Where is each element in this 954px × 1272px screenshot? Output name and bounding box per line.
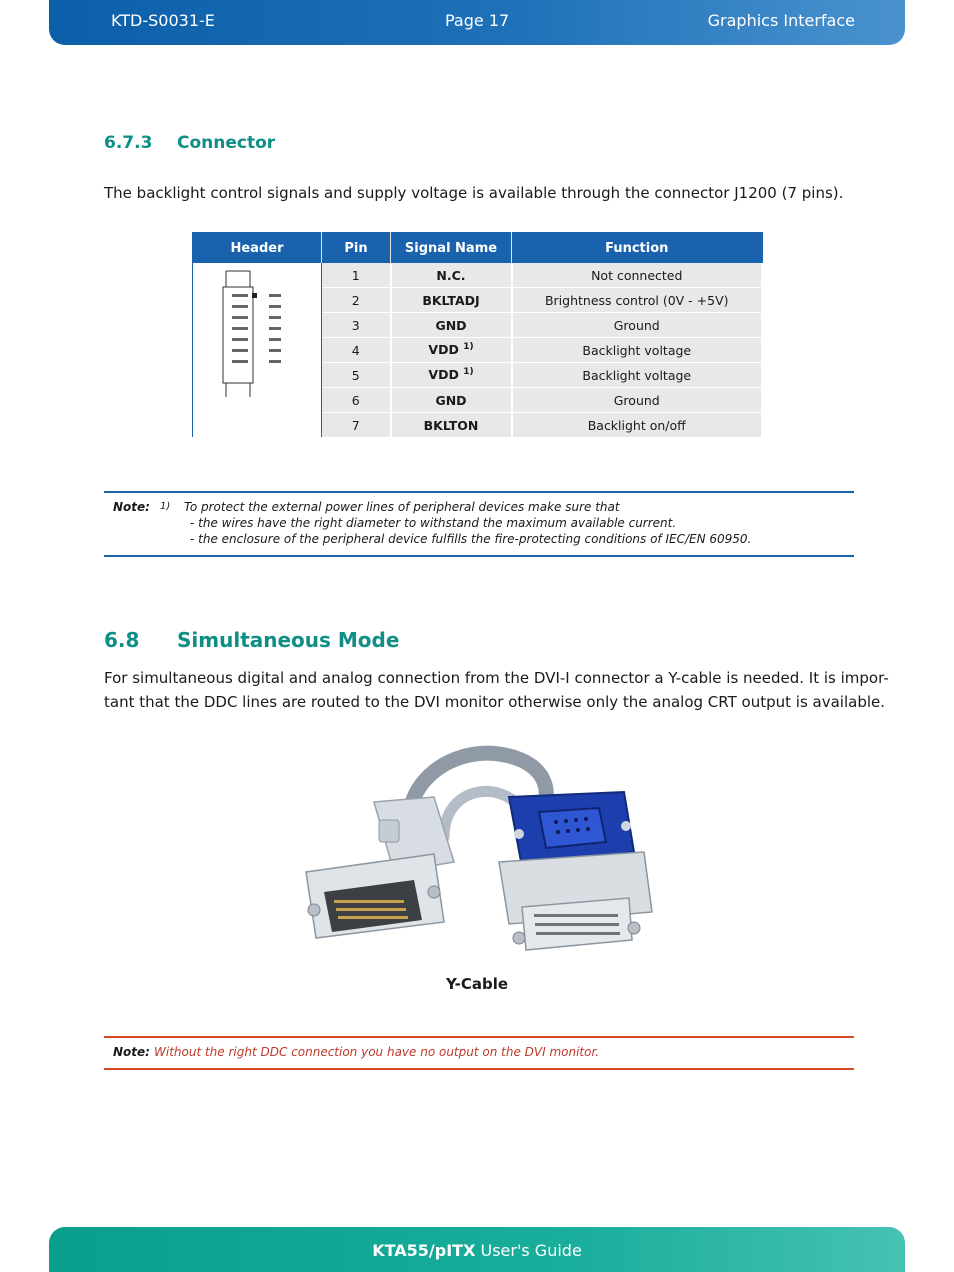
- section-heading-simultaneous-mode: [104, 628, 399, 652]
- dvi-socket-right: [499, 852, 652, 950]
- guide-label: User's Guide: [475, 1241, 582, 1260]
- note-line-3: - the enclosure of the peripheral device fulfills the fire-protecting conditions of IEC/EN 60950.: [190, 532, 752, 546]
- table-row: [193, 263, 763, 288]
- pin-cell: 3: [322, 313, 391, 338]
- column-header-pin: Pin: [322, 233, 391, 264]
- table-header-row: [193, 233, 763, 264]
- footnote-ref: 1): [463, 342, 474, 353]
- signal-cell: VDD $^{1)}$: [391, 338, 512, 363]
- page-header: [49, 0, 905, 45]
- pin-cell: 2: [322, 288, 391, 313]
- signal-cell: BKLTON: [391, 413, 512, 438]
- signal-cell: BKLTADJ: [391, 288, 512, 313]
- section-number: 6.8: [104, 628, 140, 652]
- section-number: 6.7.3: [104, 133, 153, 153]
- paragraph-line: For simultaneous digital and analog connection from the DVI-I connector a Y-cable is needed. It is impor-: [104, 669, 889, 687]
- signal-cell: N.C.: [391, 263, 512, 288]
- signal-cell: GND: [391, 388, 512, 413]
- pin-table: [192, 232, 763, 438]
- note-box-power: [104, 491, 854, 557]
- pin-cell: 6: [322, 388, 391, 413]
- dvi-plug-left: [306, 797, 454, 938]
- figure-caption: Y-Cable: [445, 975, 509, 993]
- document-id: KTD-S0031-E: [111, 11, 215, 30]
- section-heading-connector: [104, 133, 275, 153]
- pin-cell: 5: [322, 363, 391, 388]
- simultaneous-mode-paragraph: [104, 666, 889, 714]
- note-label: Note:: [113, 1045, 150, 1059]
- header-connector-drawing: [193, 263, 322, 438]
- column-header-header: Header: [193, 233, 322, 264]
- note-line-2: - the wires have the right diameter to withstand the maximum available current.: [190, 516, 677, 530]
- signal-cell: GND: [391, 313, 512, 338]
- product-name: KTA55/pITX: [372, 1241, 476, 1260]
- section-name: Graphics Interface: [707, 11, 855, 30]
- footnote-marker: 1): [160, 501, 171, 512]
- pin-cell: 1: [322, 263, 391, 288]
- function-cell: Brightness control (0V - +5V): [512, 288, 763, 313]
- signal-cell: VDD $^{1)}$: [391, 363, 512, 388]
- page-number: Page 17: [445, 11, 510, 30]
- page-footer: [49, 1227, 905, 1272]
- footnote-ref: 1): [463, 367, 474, 378]
- note-box-ddc: [104, 1036, 854, 1070]
- intro-paragraph: The backlight control signals and supply voltage is available through the connector J1200 (7 pins).: [104, 184, 844, 202]
- function-cell: Backlight voltage: [512, 338, 763, 363]
- paragraph-line: tant that the DDC lines are routed to the DVI monitor otherwise only the analog CRT output is available.: [104, 693, 886, 711]
- column-header-signal: Signal Name: [391, 233, 512, 264]
- column-header-function: Function: [512, 233, 763, 264]
- function-cell: Backlight on/off: [512, 413, 763, 438]
- function-cell: Ground: [512, 388, 763, 413]
- note-label: Note:: [113, 500, 150, 514]
- pin-cell: 4: [322, 338, 391, 363]
- note-line-1: To protect the external power lines of peripheral devices make sure that: [184, 500, 620, 514]
- pin-cell: 7: [322, 413, 391, 438]
- function-cell: Backlight voltage: [512, 363, 763, 388]
- function-cell: Not connected: [512, 263, 763, 288]
- pin-header-icon: [194, 263, 320, 413]
- function-cell: Ground: [512, 313, 763, 338]
- section-title: Simultaneous Mode: [177, 628, 400, 652]
- y-cable-photo: [294, 742, 660, 956]
- note-text: Without the right DDC connection you have no output on the DVI monitor.: [154, 1045, 600, 1059]
- section-title: Connector: [177, 133, 276, 153]
